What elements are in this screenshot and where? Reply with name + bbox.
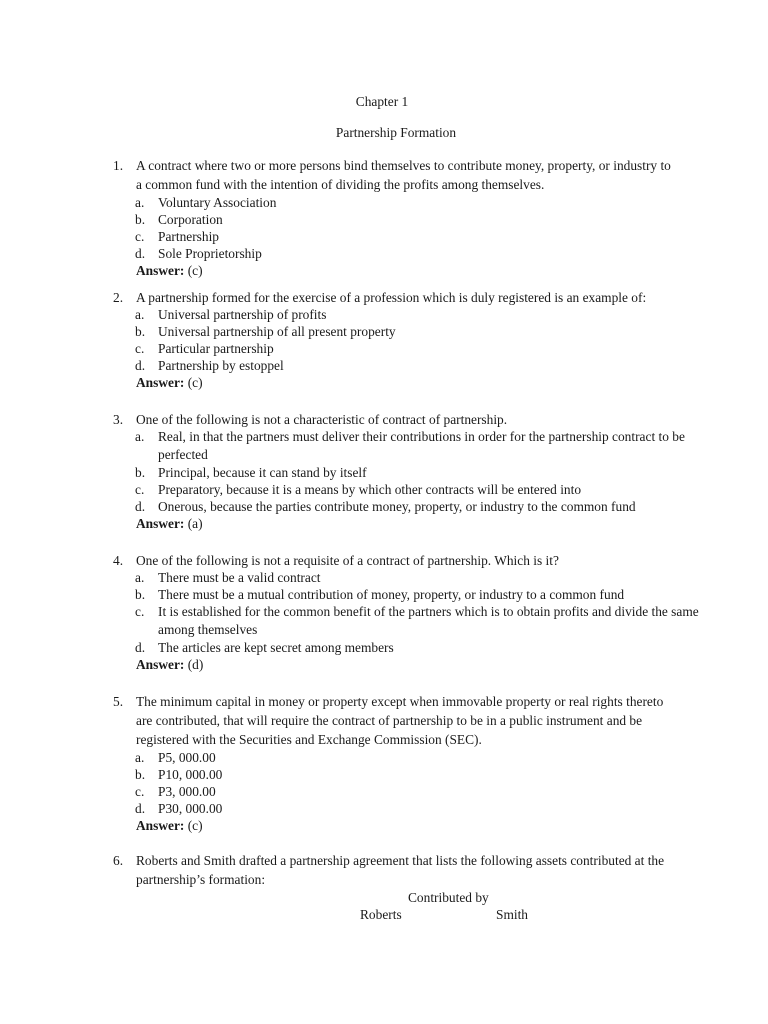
answer-value: (c) (187, 818, 203, 833)
option-d (0, 498, 768, 515)
option-letter: a. (135, 195, 145, 210)
question-text: A contract where two or more persons bind themselves to contribute money, property, or industry to a common fund with the intention of dividing the profits among themselves. (136, 158, 671, 192)
option-text: Partnership (158, 229, 219, 244)
option-text: P30, 000.00 (158, 801, 223, 816)
question-text: Roberts and Smith drafted a partnership agreement that lists the following assets contributed at the partnership’s formation: (136, 853, 665, 887)
option-letter: d. (135, 801, 146, 816)
question-stem (0, 289, 768, 306)
option-letter: c. (135, 229, 145, 244)
answer-label: Answer: (136, 657, 185, 672)
answer-value: (c) (187, 375, 203, 390)
question-number: 3. (113, 412, 124, 427)
answer-label: Answer: (136, 516, 185, 531)
option-a (0, 306, 768, 323)
answer-line (0, 817, 768, 834)
answer-label: Answer: (136, 263, 185, 278)
option-text: P5, 000.00 (158, 750, 216, 765)
question-stem (0, 552, 768, 569)
option-b (0, 586, 768, 603)
question-3 (0, 411, 768, 532)
option-a (0, 428, 768, 464)
option-text: It is established for the common benefit of the partners which is to obtain profits and divide the same among themselves (158, 604, 699, 637)
option-d (0, 245, 768, 262)
question-2 (0, 289, 768, 391)
option-d (0, 357, 768, 374)
option-letter: b. (135, 587, 146, 602)
options-list (0, 306, 768, 374)
question-number: 5. (113, 694, 124, 709)
options-list (0, 194, 768, 262)
answer-line (0, 374, 768, 391)
option-text: P10, 000.00 (158, 767, 223, 782)
option-letter: d. (135, 499, 146, 514)
option-letter: d. (135, 246, 146, 261)
question-6 (0, 851, 768, 925)
option-letter: d. (135, 640, 146, 655)
contribution-table-header (0, 889, 768, 925)
option-c (0, 603, 768, 639)
option-text: Particular partnership (158, 341, 274, 356)
option-text: Preparatory, because it is a means by which other contracts will be entered into (158, 482, 582, 497)
question-stem (0, 411, 768, 428)
answer-label: Answer: (136, 375, 185, 390)
option-text: Onerous, because the parties contribute money, property, or industry to the common fund (158, 499, 636, 514)
answer-label: Answer: (136, 818, 185, 833)
answer-value: (c) (187, 263, 203, 278)
option-a (0, 749, 768, 766)
question-stem (0, 692, 768, 749)
answer-value: (d) (187, 657, 204, 672)
column-roberts: Roberts (360, 907, 402, 922)
option-letter: d. (135, 358, 146, 373)
column-smith: Smith (496, 907, 528, 922)
option-letter: b. (135, 324, 146, 339)
chapter-title: Chapter 1 (355, 94, 409, 109)
option-letter: b. (135, 767, 146, 782)
section-title: Partnership Formation (335, 125, 457, 140)
option-letter: a. (135, 429, 145, 444)
option-c (0, 340, 768, 357)
question-4 (0, 552, 768, 673)
option-letter: b. (135, 212, 146, 227)
option-text: There must be a valid contract (158, 570, 321, 585)
option-c (0, 481, 768, 498)
option-text: Principal, because it can stand by itself (158, 465, 367, 480)
options-list (0, 569, 768, 656)
option-text: P3, 000.00 (158, 784, 216, 799)
option-d (0, 639, 768, 656)
option-text: Corporation (158, 212, 223, 227)
option-letter: a. (135, 307, 145, 322)
question-number: 2. (113, 290, 124, 305)
option-c (0, 783, 768, 800)
question-text: One of the following is not a requisite of a contract of partnership. Which is it? (136, 553, 559, 568)
answer-value: (a) (187, 516, 203, 531)
option-text: Universal partnership of all present property (158, 324, 396, 339)
option-c (0, 228, 768, 245)
option-text: Real, in that the partners must deliver their contributions in order for the partnership contract to be perfected (158, 429, 685, 462)
option-letter: c. (135, 784, 145, 799)
option-letter: c. (135, 482, 145, 497)
option-a (0, 194, 768, 211)
question-number: 1. (113, 158, 124, 173)
option-b (0, 323, 768, 340)
option-letter: b. (135, 465, 146, 480)
question-text: The minimum capital in money or property except when immovable property or real rights thereto are contributed, that will require the contract of partnership to be in a public instrument and be registered with the Securities and Exchange Commission (SEC). (136, 694, 664, 747)
option-b (0, 211, 768, 228)
option-text: The articles are kept secret among members (158, 640, 394, 655)
question-stem (0, 851, 768, 889)
option-letter: a. (135, 750, 145, 765)
question-number: 4. (113, 553, 124, 568)
options-list (0, 428, 768, 515)
option-b (0, 464, 768, 481)
question-5 (0, 692, 768, 834)
answer-line (0, 656, 768, 673)
contributed-by-heading: Contributed by (408, 890, 489, 905)
option-letter: a. (135, 570, 145, 585)
answer-line (0, 262, 768, 279)
question-text: A partnership formed for the exercise of a profession which is duly registered is an example of: (136, 290, 647, 305)
option-text: Voluntary Association (158, 195, 277, 210)
option-text: Sole Proprietorship (158, 246, 262, 261)
option-text: There must be a mutual contribution of money, property, or industry to a common fund (158, 587, 625, 602)
question-1 (0, 156, 768, 279)
option-letter: c. (135, 604, 145, 619)
question-text: One of the following is not a characteristic of contract of partnership. (136, 412, 508, 427)
option-b (0, 766, 768, 783)
option-text: Universal partnership of profits (158, 307, 327, 322)
question-number: 6. (113, 853, 124, 868)
option-d (0, 800, 768, 817)
question-stem (0, 156, 768, 194)
option-letter: c. (135, 341, 145, 356)
option-a (0, 569, 768, 586)
option-text: Partnership by estoppel (158, 358, 284, 373)
options-list (0, 749, 768, 817)
answer-line (0, 515, 768, 532)
